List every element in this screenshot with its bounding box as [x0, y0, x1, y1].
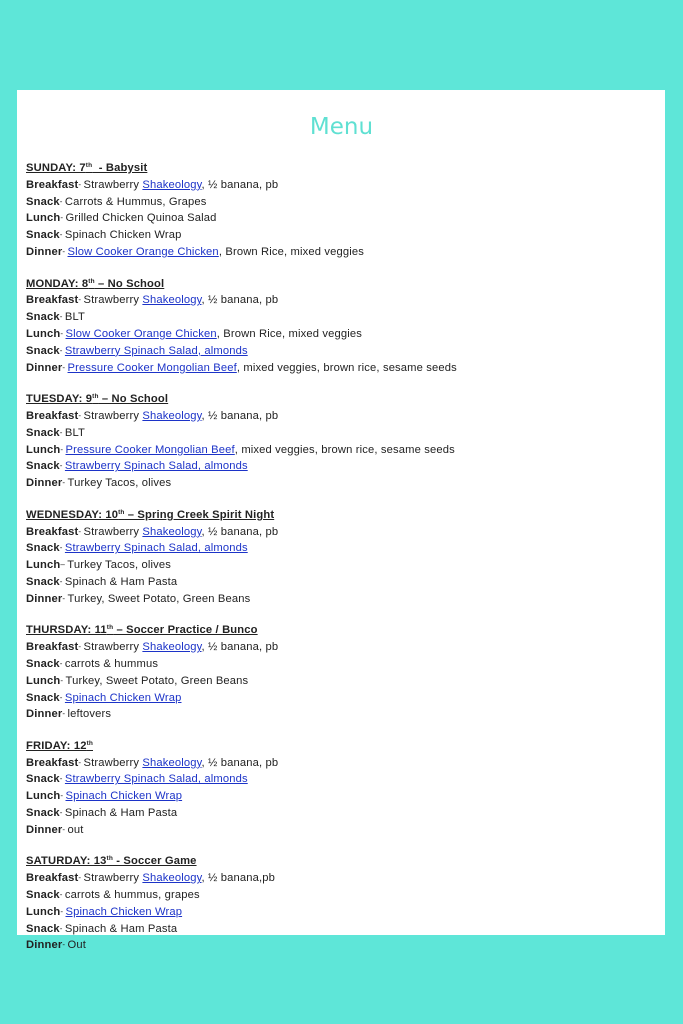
- meal-row: [26, 921, 646, 938]
- meal-label: Dinner: [26, 592, 63, 605]
- recipe-link[interactable]: Strawberry Spinach Salad, almonds: [64, 773, 248, 786]
- meal-text: Strawberry: [83, 525, 143, 538]
- meal-separator: -: [62, 362, 68, 372]
- meal-label: Lunch: [26, 212, 61, 225]
- day-ordinal: th: [85, 162, 93, 169]
- meal-label: Snack: [26, 575, 60, 588]
- meal-row: [26, 524, 646, 541]
- meal-separator: -: [62, 709, 68, 719]
- day-ordinal: th: [106, 624, 114, 632]
- day-ordinal: th: [88, 277, 95, 285]
- meal-label: Dinner: [26, 245, 63, 258]
- meal-text: , mixed veggies, brown rice, sesame seeds: [236, 361, 457, 374]
- day-event: – Soccer Practice / Bunco: [113, 624, 258, 637]
- meal-label: Dinner: [26, 939, 63, 952]
- meal-text: leftovers: [67, 708, 112, 721]
- meal-separator: -: [59, 461, 65, 471]
- day-heading: [26, 392, 646, 408]
- meal-separator: -: [78, 410, 84, 420]
- meal-separator: -: [78, 757, 84, 767]
- meal-label: Breakfast: [26, 756, 79, 769]
- recipe-link[interactable]: Pressure Cooker Mongolian Beef: [65, 443, 235, 456]
- day-heading: [26, 739, 646, 755]
- meal-row: [26, 408, 646, 425]
- meal-row: [26, 887, 646, 904]
- day-heading: [26, 623, 646, 639]
- day-heading: [26, 508, 646, 524]
- meal-row: [26, 326, 646, 343]
- meal-row: [26, 574, 646, 591]
- meal-label: Breakfast: [26, 525, 79, 538]
- day-heading: [26, 161, 646, 177]
- meal-row: [26, 177, 646, 194]
- recipe-link[interactable]: Pressure Cooker Mongolian Beef: [67, 361, 237, 374]
- meal-label: Snack: [26, 195, 60, 208]
- meal-text: carrots & hummus, grapes: [64, 889, 200, 902]
- meal-label: Breakfast: [26, 641, 79, 654]
- day-label: THURSDAY: 11: [26, 624, 107, 637]
- meal-separator: -: [78, 179, 84, 189]
- meal-label: Breakfast: [26, 178, 79, 191]
- meal-text: Turkey, Sweet Potato, Green Beans: [67, 592, 251, 605]
- meal-label: Lunch: [26, 559, 61, 572]
- meal-row: [26, 706, 646, 723]
- day-event: – Spring Creek Spirit Night: [124, 508, 275, 521]
- meal-separator: -: [60, 444, 66, 454]
- meal-text: Strawberry: [83, 178, 143, 191]
- meal-label: Snack: [26, 344, 60, 357]
- meal-text: Strawberry: [83, 756, 143, 769]
- meal-row: [26, 442, 646, 459]
- meal-row: [26, 591, 646, 608]
- meal-label: Dinner: [26, 708, 63, 721]
- meal-separator: -: [59, 312, 65, 322]
- meal-row: [26, 805, 646, 822]
- meal-row: [26, 788, 646, 805]
- meal-separator: -: [78, 873, 84, 883]
- meal-label: Breakfast: [26, 872, 79, 885]
- meal-row: [26, 540, 646, 557]
- recipe-link[interactable]: Shakeology: [142, 294, 202, 307]
- meal-text: BLT: [64, 311, 86, 324]
- day-block: [26, 392, 646, 492]
- meal-text: Grilled Chicken Quinoa Salad: [65, 212, 217, 225]
- meal-row: [26, 360, 646, 377]
- recipe-link[interactable]: Shakeology: [142, 872, 202, 885]
- meal-separator: -: [60, 906, 66, 916]
- meal-text: Strawberry: [83, 872, 143, 885]
- meal-text: , ½ banana, pb: [201, 294, 279, 307]
- meal-text: , ½ banana, pb: [201, 178, 279, 191]
- meal-separator: -: [59, 543, 65, 553]
- weekly-menu: [26, 161, 646, 970]
- meal-row: [26, 227, 646, 244]
- day-event: – No School: [98, 393, 169, 406]
- meal-separator: -: [60, 791, 66, 801]
- meal-row: [26, 656, 646, 673]
- meal-row: [26, 870, 646, 887]
- meal-row: [26, 425, 646, 442]
- recipe-link[interactable]: Spinach Chicken Wrap: [65, 790, 183, 803]
- meal-row: [26, 475, 646, 492]
- day-ordinal: th: [106, 855, 113, 863]
- day-label: FRIDAY: 12: [26, 739, 87, 752]
- meal-label: Snack: [26, 229, 60, 242]
- recipe-link[interactable]: Slow Cooker Orange Chicken: [67, 245, 219, 258]
- meal-separator: -: [59, 576, 65, 586]
- recipe-link[interactable]: Spinach Chicken Wrap: [64, 691, 182, 704]
- page-title: Menu: [309, 114, 374, 140]
- meal-label: Snack: [26, 460, 60, 473]
- meal-text: carrots & hummus: [64, 657, 159, 670]
- meal-row: [26, 557, 646, 574]
- meal-row: [26, 309, 646, 326]
- day-heading: [26, 854, 646, 870]
- meal-row: [26, 458, 646, 475]
- meal-text: , Brown Rice, mixed veggies: [216, 327, 362, 340]
- day-ordinal: th: [86, 739, 93, 747]
- recipe-link[interactable]: Spinach Chicken Wrap: [65, 905, 183, 918]
- meal-label: Breakfast: [26, 409, 79, 422]
- meal-separator: -: [62, 593, 68, 603]
- meal-text: Spinach & Ham Pasta: [64, 807, 178, 820]
- meal-row: [26, 771, 646, 788]
- meal-separator: -: [59, 923, 65, 933]
- meal-text: out: [67, 823, 84, 836]
- meal-label: Snack: [26, 426, 60, 439]
- meal-separator: -: [62, 824, 68, 834]
- meal-label: Lunch: [26, 905, 61, 918]
- meal-separator: -: [78, 295, 84, 305]
- meal-text: , ½ banana,pb: [201, 872, 276, 885]
- meal-text: Strawberry: [83, 641, 143, 654]
- meal-row: [26, 673, 646, 690]
- meal-row: [26, 690, 646, 707]
- recipe-link[interactable]: Shakeology: [142, 409, 202, 422]
- meal-label: Snack: [26, 657, 60, 670]
- meal-text: Turkey, Sweet Potato, Green Beans: [65, 674, 249, 687]
- meal-text: , mixed veggies, brown rice, sesame seeds: [234, 443, 455, 456]
- meal-label: Snack: [26, 889, 60, 902]
- meal-text: , Brown Rice, mixed veggies: [218, 245, 365, 258]
- meal-label: Snack: [26, 311, 60, 324]
- meal-label: Dinner: [26, 477, 63, 490]
- day-label: SATURDAY: 13: [26, 855, 107, 868]
- meal-text: Turkey Tacos, olives: [67, 477, 172, 490]
- meal-text: , ½ banana, pb: [201, 641, 279, 654]
- meal-separator: -: [62, 478, 68, 488]
- meal-text: Carrots & Hummus, Grapes: [64, 195, 207, 208]
- meal-row: [26, 822, 646, 839]
- day-block: [26, 623, 646, 723]
- meal-separator: -: [59, 196, 65, 206]
- recipe-link[interactable]: Strawberry Spinach Salad, almonds: [64, 542, 248, 555]
- meal-row: [26, 343, 646, 360]
- meal-separator: -: [59, 427, 65, 437]
- day-ordinal: th: [92, 393, 99, 401]
- meal-label: Lunch: [26, 443, 61, 456]
- meal-separator: -: [59, 658, 65, 668]
- meal-row: [26, 194, 646, 211]
- meal-text: Spinach & Ham Pasta: [64, 922, 178, 935]
- day-block: [26, 854, 646, 954]
- meal-text: Strawberry: [83, 294, 143, 307]
- recipe-link[interactable]: Shakeology: [142, 525, 202, 538]
- meal-text: Out: [67, 939, 87, 952]
- meal-separator: -: [78, 642, 84, 652]
- meal-text: , ½ banana, pb: [201, 756, 279, 769]
- meal-label: Lunch: [26, 674, 61, 687]
- meal-label: Snack: [26, 773, 60, 786]
- meal-separator: -: [59, 692, 65, 702]
- meal-separator: -: [60, 213, 66, 223]
- meal-row: [26, 755, 646, 772]
- meal-text: Strawberry: [83, 409, 143, 422]
- day-block: [26, 161, 646, 261]
- meal-text: Spinach Chicken Wrap: [64, 229, 182, 242]
- meal-separator: -: [59, 230, 65, 240]
- meal-row: [26, 292, 646, 309]
- day-label: SUNDAY: 7: [26, 162, 86, 174]
- meal-label: Dinner: [26, 823, 63, 836]
- day-label: TUESDAY: 9: [26, 393, 93, 406]
- meal-row: [26, 639, 646, 656]
- meal-separator: -: [60, 328, 66, 338]
- meal-label: Breakfast: [26, 294, 79, 307]
- recipe-link[interactable]: Strawberry Spinach Salad, almonds: [64, 344, 248, 357]
- meal-separator: -: [59, 774, 65, 784]
- meal-separator: –: [60, 560, 68, 570]
- recipe-link[interactable]: Shakeology: [142, 756, 202, 769]
- meal-separator: -: [78, 526, 84, 536]
- meal-label: Snack: [26, 922, 60, 935]
- day-block: [26, 277, 646, 377]
- day-block: [26, 508, 646, 608]
- meal-row: [26, 244, 646, 261]
- day-label: MONDAY: 8: [26, 277, 89, 290]
- day-event: - Soccer Game: [112, 855, 197, 868]
- meal-row: [26, 937, 646, 954]
- meal-label: Dinner: [26, 361, 63, 374]
- day-event: - Babysit: [92, 162, 148, 174]
- meal-separator: -: [59, 808, 65, 818]
- meal-label: Snack: [26, 807, 60, 820]
- day-block: [26, 739, 646, 839]
- meal-label: Snack: [26, 691, 60, 704]
- meal-text: Turkey Tacos, olives: [67, 559, 172, 572]
- meal-row: [26, 210, 646, 227]
- meal-text: , ½ banana, pb: [201, 409, 279, 422]
- day-ordinal: th: [118, 508, 125, 516]
- meal-row: [26, 904, 646, 921]
- meal-label: Lunch: [26, 327, 61, 340]
- recipe-link[interactable]: Shakeology: [142, 641, 202, 654]
- recipe-link[interactable]: Shakeology: [142, 178, 202, 191]
- meal-text: Spinach & Ham Pasta: [64, 575, 178, 588]
- meal-separator: -: [59, 345, 65, 355]
- meal-separator: -: [60, 675, 66, 685]
- meal-label: Snack: [26, 542, 60, 555]
- day-label: WEDNESDAY: 10: [26, 508, 119, 521]
- meal-text: , ½ banana, pb: [201, 525, 279, 538]
- meal-label: Lunch: [26, 790, 61, 803]
- recipe-link[interactable]: Slow Cooker Orange Chicken: [65, 327, 217, 340]
- recipe-link[interactable]: Strawberry Spinach Salad, almonds: [64, 460, 248, 473]
- meal-separator: -: [62, 940, 68, 950]
- meal-separator: -: [62, 246, 68, 256]
- day-heading: [26, 277, 646, 293]
- day-event: – No School: [94, 277, 165, 290]
- meal-separator: -: [59, 890, 65, 900]
- meal-text: BLT: [64, 426, 86, 439]
